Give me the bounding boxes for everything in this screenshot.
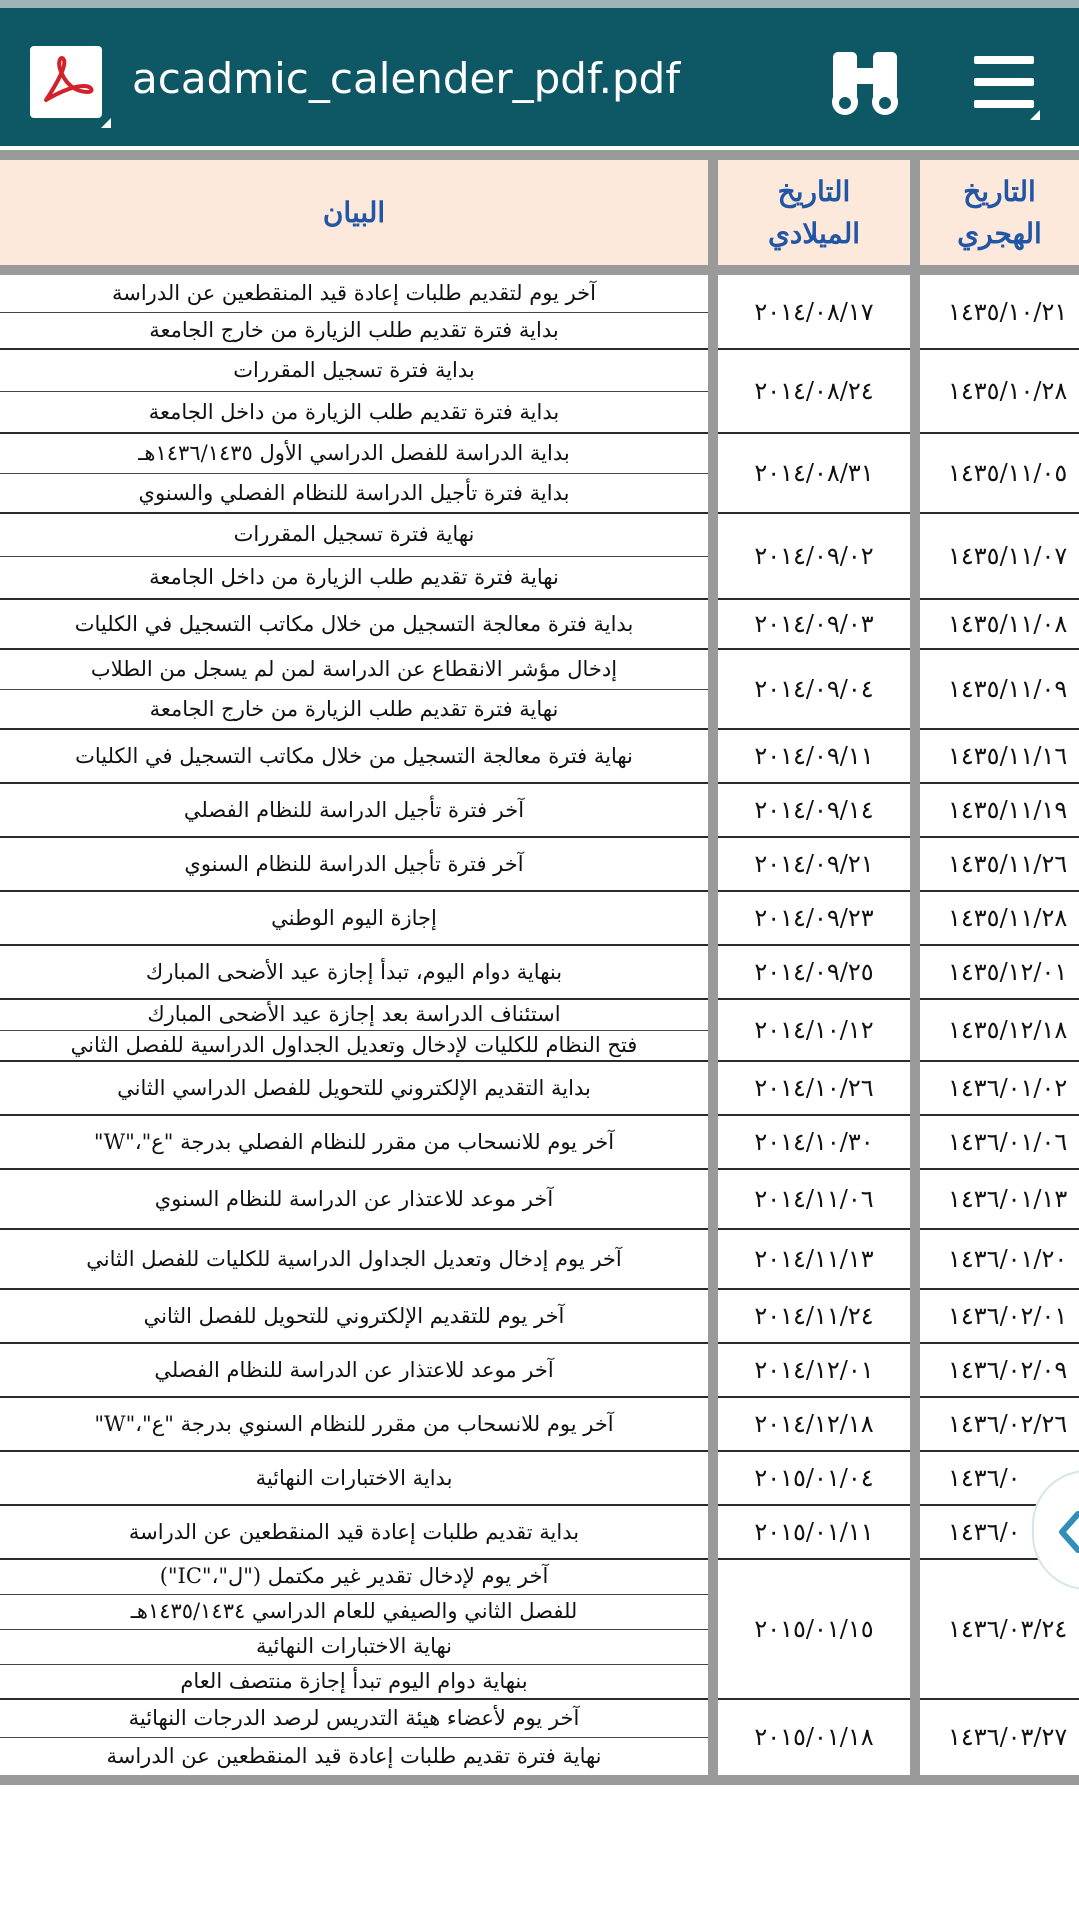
- gregorian-date: ٢٠١٥/٠١/١٨: [754, 1723, 874, 1751]
- header-gregorian: [718, 160, 910, 265]
- event-description: آخر يوم لإدخال تقدير غير مكتمل ("ل"،"IC"): [159, 1564, 549, 1588]
- hijri-date: ١٤٣٥/١٠/٢١: [948, 298, 1068, 326]
- document-title: acadmic_calender_pdf.pdf: [132, 54, 681, 103]
- table-row: [0, 1559, 708, 1699]
- hijri-date: ١٤٣٦/٠: [948, 1518, 1021, 1546]
- table-row: [0, 513, 708, 599]
- table-row: [0, 945, 708, 999]
- sub-row-divider: [0, 312, 708, 313]
- table-row: [0, 349, 708, 433]
- event-description: بداية فترة تقديم طلب الزيارة من خارج الجامعة: [149, 318, 559, 342]
- pdf-file-icon: [30, 46, 102, 118]
- description-column: [0, 275, 708, 1775]
- event-description: نهاية فترة تقديم طلب الزيارة من خارج الجامعة: [149, 697, 559, 721]
- gregorian-date: ٢٠١٤/١٠/١٢: [754, 1016, 874, 1044]
- event-description: آخر يوم للانسحاب من مقرر للنظام الفصلي بدرجة "ع"،"W": [93, 1130, 615, 1154]
- header-description-label: البيان: [322, 195, 386, 229]
- event-description: بداية فترة معالجة التسجيل من خلال مكاتب التسجيل في الكليات: [74, 612, 634, 636]
- event-description: استئناف الدراسة بعد إجازة عيد الأضحى المبارك: [147, 1002, 561, 1026]
- hijri-date: ١٤٣٥/١١/١٩: [948, 796, 1068, 824]
- event-description: بداية التقديم الإلكتروني للتحويل للفصل الدراسي الثاني: [117, 1076, 591, 1100]
- hijri-date: ١٤٣٥/١١/٠٥: [948, 459, 1068, 487]
- table-row: [0, 433, 708, 513]
- table-row: [0, 1061, 708, 1115]
- hijri-date: ١٤٣٦/٠٢/٠١: [948, 1302, 1068, 1330]
- hamburger-menu-icon[interactable]: [972, 50, 1038, 116]
- hijri-date: ١٤٣٥/١٠/٢٨: [948, 377, 1068, 405]
- gregorian-column: [718, 275, 910, 1775]
- gregorian-date: ٢٠١٤/٠٩/٠٤: [754, 675, 874, 703]
- table-row: [0, 1397, 708, 1451]
- dropdown-corner-icon: [101, 118, 111, 128]
- hijri-date: ١٤٣٥/١١/٠٧: [948, 542, 1068, 570]
- event-description: بنهاية دوام اليوم تبدأ إجازة منتصف العام: [180, 1669, 528, 1693]
- table-row: [0, 599, 708, 649]
- event-description: آخر فترة تأجيل الدراسة للنظام السنوي: [184, 852, 524, 876]
- hijri-date: ١٤٣٦/٠١/١٣: [948, 1185, 1068, 1213]
- table-row: [0, 1699, 708, 1775]
- gregorian-date: ٢٠١٤/٠٨/٢٤: [754, 377, 874, 405]
- hijri-date: ١٤٣٦/٠٢/٠٩: [948, 1356, 1068, 1384]
- gregorian-date: ٢٠١٤/٠٩/٢١: [754, 850, 874, 878]
- sub-row-divider: [0, 473, 708, 474]
- status-bar: [0, 0, 1079, 8]
- app-toolbar: [0, 8, 1079, 146]
- table-row: [0, 783, 708, 837]
- calendar-table: [0, 150, 1079, 1785]
- table-row: [0, 275, 708, 349]
- binoculars-icon[interactable]: [830, 48, 900, 118]
- hijri-date: ١٤٣٦/٠: [948, 1464, 1021, 1492]
- header-description: [0, 160, 708, 265]
- hijri-date: ١٤٣٥/١٢/٠١: [948, 958, 1068, 986]
- event-description: آخر يوم لتقديم طلبات إعادة قيد المنقطعين عن الدراسة: [111, 281, 596, 305]
- gregorian-date: ٢٠١٤/٠٩/٢٥: [754, 958, 874, 986]
- table-row: [0, 729, 708, 783]
- header-hijri: [920, 160, 1079, 265]
- event-description: آخر موعد للاعتذار عن الدراسة للنظام الفصلي: [154, 1358, 554, 1382]
- hijri-date: ١٤٣٦/٠١/٠٢: [948, 1074, 1068, 1102]
- event-description: بداية فترة تقديم طلب الزيارة من داخل الجامعة: [148, 400, 560, 424]
- sub-row-divider: [0, 391, 708, 392]
- hijri-date: ١٤٣٥/١٢/١٨: [948, 1016, 1068, 1044]
- table-row: [0, 1343, 708, 1397]
- gregorian-date: ٢٠١٤/١٢/١٨: [754, 1410, 874, 1438]
- event-description: بداية تقديم طلبات إعادة قيد المنقطعين عن الدراسة: [128, 1520, 580, 1544]
- hijri-date: ١٤٣٥/١١/٠٨: [948, 610, 1068, 638]
- event-description: آخر يوم لأعضاء هيئة التدريس لرصد الدرجات النهائية: [128, 1706, 580, 1730]
- gregorian-date: ٢٠١٤/٠٩/١٤: [754, 796, 874, 824]
- hijri-date: ١٤٣٦/٠١/٠٦: [948, 1128, 1068, 1156]
- event-description: بداية فترة تأجيل الدراسة للنظام الفصلي والسنوي: [138, 481, 570, 505]
- event-description: نهاية فترة معالجة التسجيل من خلال مكاتب التسجيل في الكليات: [75, 744, 633, 768]
- event-description: إجازة اليوم الوطني: [271, 906, 437, 930]
- gregorian-date: ٢٠١٤/٠٩/٢٣: [754, 904, 874, 932]
- hijri-date: ١٤٣٦/٠١/٢٠: [948, 1245, 1068, 1273]
- gregorian-date: ٢٠١٥/٠١/١١: [754, 1518, 874, 1546]
- event-description: آخر يوم إدخال وتعديل الجداول الدراسية للكليات للفصل الثاني: [86, 1247, 622, 1271]
- hijri-date: ١٤٣٥/١١/٢٦: [948, 850, 1068, 878]
- sub-row-divider: [0, 1629, 708, 1630]
- event-description: آخر فترة تأجيل الدراسة للنظام الفصلي: [183, 798, 525, 822]
- sub-row-divider: [0, 1664, 708, 1665]
- gregorian-date: ٢٠١٤/٠٩/٠٢: [754, 542, 874, 570]
- gregorian-date: ٢٠١٥/٠١/٠٤: [754, 1464, 874, 1492]
- sub-row-divider: [0, 1030, 708, 1031]
- event-description: آخر يوم للانسحاب من مقرر للنظام السنوي بدرجة "ع"،"W": [94, 1412, 614, 1436]
- table-row: [0, 1115, 708, 1169]
- gregorian-date: ٢٠١٤/٠٩/١١: [754, 742, 874, 770]
- event-description: نهاية فترة تقديم طلب الزيارة من داخل الجامعة: [149, 565, 559, 589]
- sub-row-divider: [0, 1737, 708, 1738]
- menu-corner-icon: [1030, 110, 1040, 120]
- hijri-date: ١٤٣٦/٠٣/٢٤: [948, 1615, 1068, 1643]
- event-description: بداية الدراسة للفصل الدراسي الأول ١٤٣٦/١٤٣٥هـ: [138, 441, 570, 465]
- hijri-date: ١٤٣٥/١١/١٦: [948, 742, 1068, 770]
- table-row: [0, 1289, 708, 1343]
- event-description: فتح النظام للكليات لإدخال وتعديل الجداول الدراسية للفصل الثاني: [70, 1033, 638, 1057]
- gregorian-date: ٢٠١٤/١٠/٣٠: [754, 1128, 874, 1156]
- table-row: [0, 891, 708, 945]
- event-description: آخر يوم للتقديم الإلكتروني للتحويل للفصل الثاني: [143, 1304, 565, 1328]
- gregorian-date: ٢٠١٤/٠٩/٠٣: [754, 610, 874, 638]
- gregorian-date: ٢٠١٤/١١/١٣: [754, 1245, 874, 1273]
- sub-row-divider: [0, 1594, 708, 1595]
- gregorian-date: ٢٠١٤/٠٨/٣١: [754, 459, 874, 487]
- table-row: [0, 1505, 708, 1559]
- event-description: نهاية فترة تقديم طلبات إعادة قيد المنقطعين عن الدراسة: [106, 1744, 602, 1768]
- gregorian-date: ٢٠١٤/٠٨/١٧: [754, 298, 874, 326]
- event-description: نهاية الاختبارات النهائية: [255, 1634, 453, 1658]
- event-description: بنهاية دوام اليوم، تبدأ إجازة عيد الأضحى المبارك: [145, 960, 563, 984]
- gregorian-date: ٢٠١٤/١١/٢٤: [754, 1302, 874, 1330]
- table-row: [0, 649, 708, 729]
- event-description: بداية فترة تسجيل المقررات: [233, 358, 475, 382]
- header-gregorian-line1: التاريخ: [777, 174, 851, 208]
- header-hijri-line1: التاريخ: [963, 174, 1036, 208]
- event-description: بداية الاختبارات النهائية: [255, 1466, 453, 1490]
- sub-row-divider: [0, 556, 708, 557]
- gregorian-date: ٢٠١٤/١١/٠٦: [754, 1185, 874, 1213]
- hijri-date: ١٤٣٦/٠٣/٢٧: [948, 1723, 1068, 1751]
- table-row: [0, 999, 708, 1061]
- sub-row-divider: [0, 689, 708, 690]
- gregorian-date: ٢٠١٥/٠١/١٥: [754, 1615, 874, 1643]
- gregorian-date: ٢٠١٤/١٢/٠١: [754, 1356, 874, 1384]
- table-row: [0, 1169, 708, 1229]
- header-gregorian-line2: الميلادي: [767, 216, 861, 250]
- header-hijri-line2: الهجري: [957, 216, 1042, 250]
- hijri-date: ١٤٣٥/١١/٠٩: [948, 675, 1068, 703]
- event-description: نهاية فترة تسجيل المقررات: [233, 522, 475, 546]
- hijri-date: ١٤٣٦/٠٢/٢٦: [948, 1410, 1068, 1438]
- event-description: للفصل الثاني والصيفي للعام الدراسي ١٤٣٥/١٤٣٤هـ: [130, 1599, 578, 1623]
- table-row: [0, 1229, 708, 1289]
- table-row: [0, 1451, 708, 1505]
- event-description: إدخال مؤشر الانقطاع عن الدراسة لمن لم يسجل من الطلاب: [90, 657, 618, 681]
- event-description: آخر موعد للاعتذار عن الدراسة للنظام السنوي: [154, 1187, 554, 1211]
- table-row: [0, 837, 708, 891]
- gregorian-date: ٢٠١٤/١٠/٢٦: [754, 1074, 874, 1102]
- hijri-date: ١٤٣٥/١١/٢٨: [948, 904, 1068, 932]
